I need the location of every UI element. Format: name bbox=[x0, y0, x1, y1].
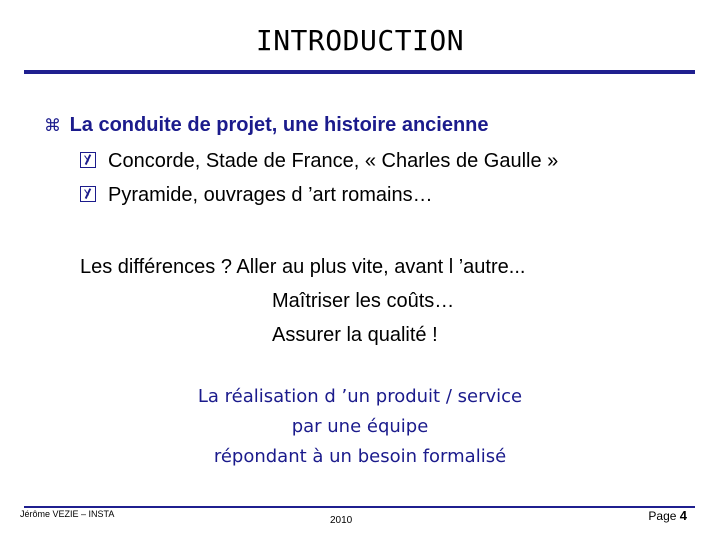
footer-author: Jérôme VEZIE – INSTA bbox=[20, 509, 115, 519]
footer-year: 2010 bbox=[330, 515, 353, 526]
definition-line-1: La réalisation d ’un produit / service bbox=[197, 386, 523, 407]
title-divider bbox=[24, 70, 695, 74]
main-bullet bbox=[44, 114, 489, 137]
footer-divider bbox=[24, 506, 695, 508]
definition-line-3: répondant à un besoin formalisé bbox=[213, 446, 507, 467]
checkbox-y-icon bbox=[80, 152, 96, 168]
differences-line-1: Les différences ? Aller au plus vite, avant l ’autre... bbox=[80, 256, 526, 278]
slide-title: INTRODUCTION bbox=[255, 24, 465, 57]
sub-bullet bbox=[80, 184, 433, 207]
checkbox-y-icon bbox=[80, 186, 96, 202]
sub-bullet-text: Pyramide, ouvrages d ’art romains… bbox=[108, 184, 433, 206]
page-indicator bbox=[648, 508, 687, 523]
page-label: Page bbox=[648, 509, 677, 523]
differences-line-3: Assurer la qualité ! bbox=[272, 324, 438, 346]
z-bullet-icon: ⌘ bbox=[44, 116, 61, 135]
differences-line-2: Maîtriser les coûts… bbox=[272, 290, 455, 312]
sub-bullet-text: Concorde, Stade de France, « Charles de Gaulle » bbox=[108, 150, 559, 172]
page-number: 4 bbox=[679, 508, 687, 523]
main-bullet-text: La conduite de projet, une histoire ancienne bbox=[69, 114, 489, 136]
definition-line-2: par une équipe bbox=[291, 416, 429, 437]
sub-bullet bbox=[80, 150, 558, 173]
